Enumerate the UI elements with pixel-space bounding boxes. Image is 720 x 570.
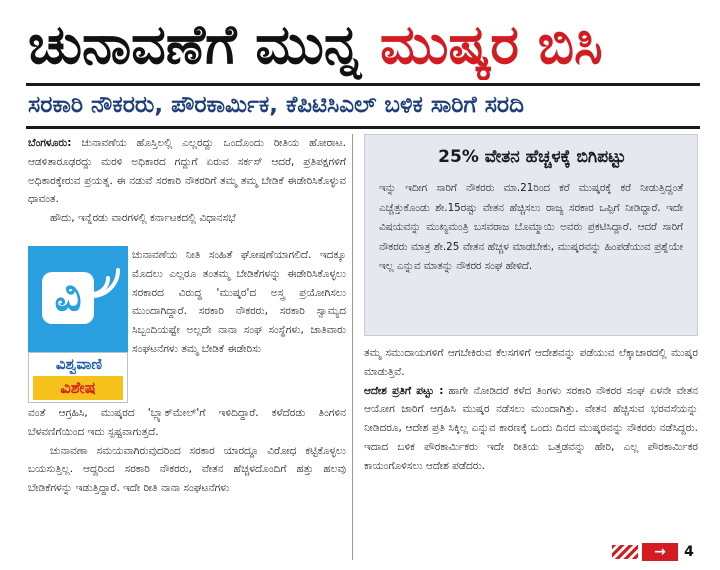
logo-blue-block: [28, 246, 128, 352]
sidebox-body: ಇನ್ನು ಇದೀಗ ಸಾರಿಗೆ ನೌಕರರು ಮಾ.21ರಿಂದ ಕರೆ ಮುಷ್ಕರಕ್ಕೆ ಕರೆ ನೀಡುತ್ತಿದ್ದಂತೆ ಎಚ್ಚೆತ್ತುಕೊಂಡು ಶೇ.15ರಷ್ಟು ವೇತನ ಹೆಚ್ಚಿಸಲು ರಾಜ್ಯ ಸರಕಾರ ಒಪ್ಪಿಗೆ ನೀಡಿದ್ದಾರೆ. ಇದೇ ವಿಷಯವನ್ನು ಮುಖ್ಯಮಂತ್ರಿ ಬಸವರಾಜ ಬೊಮ್ಮಾಯಿ ಅವರು ಪ್ರಕಟಿಸಿದ್ದಾರೆ. ಆದರೆ ಸಾರಿಗೆ ನೌಕರರು ಮಾತ್ರ ಶೇ.25 ವೇತನ ಹೆಚ್ಚಳ ಮಾಡಬೇಕು, ಮುಷ್ಕರವನ್ನು ಹಿಂಪಡೆಯುವ ಪ್ರಶ್ನೆಯೇ ಇಲ್ಲ ಎನ್ನುವ ಮಾತನ್ನು ನೌಕರರ ಸಂಘ ಹೇಳಿದೆ.: [379, 182, 683, 273]
logo-letter: ವಿ: [54, 271, 82, 320]
article-paragraph-5-text: ಹಾಗೇ ನೋಡಿದರೆ ಕಳೆದ ತಿಂಗಳು ಸರಕಾರಿ ನೌಕರರ ಸಂಘ ಏಳನೇ ವೇತನ ಆಯೋಗ ಜಾರಿಗೆ ಆಗ್ರಹಿಸಿ ಮುಷ್ಕರ ನಡೆಸಲು ಮುಂದಾಗಿತ್ತು. ವೇತನ ಹೆಚ್ಚಿಸುವ ಭರವಸೆಯನ್ನು ನೀಡಿದರೂ, ಆದೇಶ ಪ್ರತಿ ಸಿಕ್ಕಿಲ್ಲ ಎನ್ನುವ ಕಾರಣಕ್ಕೆ ಒಂದು ದಿನದ ಮುಷ್ಕರವನ್ನು ನೌಕರರು ನಡೆಸಿದ್ದರು. ಇದಾದ ಬಳಿಕ ಪೌರಕಾರ್ಮಿಕರು ಇದೇ ರೀತಿಯ ಒತ್ತಡವನ್ನು ಹೇರಿ, ಎಲ್ಲ ಪೌರಕಾರ್ಮಿಕರ ಕಾಯಂಗೊಳಿಸಲು ಆದೇಶ ಪಡೆದರು.: [364, 384, 698, 472]
article-column-right: [364, 344, 698, 476]
continue-arrow-icon: →: [642, 543, 678, 561]
headline-part-2: ಮುಷ್ಕರ ಬಿಸಿ: [379, 13, 603, 76]
sidebox: [364, 134, 698, 336]
wifi-signal-icon: [88, 258, 126, 300]
subhead-order-copy: ಆದೇಶ ಪ್ರತಿಗೆ ಪಟ್ಟು :: [364, 384, 444, 397]
logo-brand-name: ವಿಶ್ವವಾಣಿ: [55, 355, 103, 373]
article-paragraph-2-end: ವಂತೆ ಆಗ್ರಹಿಸಿ, ಮುಷ್ಕರದ 'ಬ್ಲ್ಯಾಕ್‌ಮೇಲ್'ಗೆ ಇಳಿದಿದ್ದಾರೆ. ಕಳೆದೆರಡು ತಿಂಗಳಿನ ಬೆಳವಣಿಗೆಯಿಂದ ಇದು ಸ್ಪಷ್ಟವಾಗುತ್ತದೆ.: [28, 407, 346, 438]
corner-stripe: [612, 545, 638, 559]
article-paragraph-1-text: ಚುನಾವಣೆಯ ಹೊಸ್ತಿಲಲ್ಲಿ ಎಲ್ಲರದ್ದು ಒಂದೊಂದು ರೀತಿಯ ಹೋರಾಟ. ಆಡಳಿತಾರೂಢರದ್ದು ಮರಳಿ ಅಧಿಕಾರದ ಗದ್ದುಗೆ ಏರುವ ಸರ್ಕಸ್ ಆದರೆ, ಪ್ರತಿಪಕ್ಷಗಳಿಗೆ ಅಧಿಕಾರಕ್ಕೇರುವ ಪ್ರಯತ್ನ. ಈ ನಡುವೆ ಸರಕಾರಿ ನೌಕರರಿಗೆ ತಮ್ಮ ತಮ್ಮ ಬೇಡಿಕೆ ಈಡೇರಿಸಿಕೊಳ್ಳುವ ಧಾವಂತ.: [28, 137, 346, 206]
sidebox-title: 25% ವೇತನ ಹೆಚ್ಚಳಕ್ಕೆ ಬಿಗಿಪಟ್ಟು: [438, 147, 626, 167]
article-paragraph-2-middle: ಚುನಾವಣೆಯ ನೀತಿ ಸಂಹಿತೆ ಘೋಷಣೆಯಾಗಲಿದೆ. ಇದಕ್ಕೂ ಮೊದಲು ಎಲ್ಲರೂ ತಂತಮ್ಮ ಬೇಡಿಕೆಗಳನ್ನು ಈಡೇರಿಸಿಕೊಳ್ಳಲು ಸರಕಾರದ ವಿರುದ್ಧ 'ಮುಷ್ಕರ'ದ ಅಸ್ತ್ರ ಪ್ರಯೋಗಿಸಲು ಮುಂದಾಗಿದ್ದಾರೆ. ಸರಕಾರಿ ನೌಕರರು, ಸರಕಾರಿ ಸ್ವಾಮ್ಯದ ಸಿಬ್ಬಂದಿಯಷ್ಟೇ ಅಲ್ಲದೇ ನಾನಾ ಸಂಘ ಸಂಸ್ಥೆಗಳು, ಜಾತಿವಾರು ಸಂಘಟನೆಗಳು ತಮ್ಮ ಬೇಡಿಕೆ ಈಡೇರಿಸು: [132, 249, 346, 355]
article-paragraph-4: ತಮ್ಮ ಸಮುದಾಯಗಳಿಗೆ ಆಗಬೇಕಿರುವ ಕೆಲಸಗಳಿಗೆ ಆದೇಶವನ್ನು ಪಡೆಯುವ ಲೆಕ್ಕಾಚಾರದಲ್ಲಿ ಮುಷ್ಕರ ಮಾಡುತ್ತಿವೆ.: [364, 347, 698, 378]
vishwavani-logo: [28, 246, 128, 403]
dateline: ಬೆಂಗಳೂರು:: [28, 137, 72, 149]
subheadline: ಸರಕಾರಿ ನೌಕರರು, ಪೌರಕಾರ್ಮಿಕ, ಕೆಪಿಟಿಸಿಎಲ್ ಬಳಿಕ ಸಾರಿಗೆ ಸರದಿ: [28, 92, 524, 118]
article-paragraph-5: [364, 382, 698, 476]
article-column-left-top: [28, 134, 346, 228]
article-column-left-wrap: [132, 246, 346, 359]
logo-label-block: [28, 352, 128, 403]
article-paragraph-2-start: ಹೌದು, ಇನ್ನೆರಡು ವಾರಗಳಲ್ಲಿ ಕರ್ನಾಟಕದಲ್ಲಿ ವಿಧಾನಸಭೆ: [50, 212, 236, 225]
article-paragraph-1: [28, 134, 346, 209]
page-number: 4: [684, 544, 694, 560]
article-column-left-bottom: [28, 404, 346, 498]
article-paragraph-3: ಚುನಾವಣಾ ಸಮಯವಾಗಿರುವುದರಿಂದ ಸರಕಾರ ಯಾರದ್ದೂ ವಿರೋಧ ಕಟ್ಟಿಕೊಳ್ಳಲು ಬಯಸುತ್ತಿಲ್ಲ. ಆದ್ದರಿಂದ ಸರಕಾರಿ ನೌಕರರು, ವೇತನ ಹೆಚ್ಚಳದೊಂದಿಗೆ ಹತ್ತು ಹಲವು ಬೇಡಿಕೆಗಳನ್ನು ಇಡುತ್ತಿದ್ದಾರೆ. ಇದೇ ರೀತಿ ನಾನಾ ಸಂಘಟನೆಗಳು: [28, 444, 346, 495]
headline-rule: [26, 83, 700, 86]
headline-part-1: ಚುನಾವಣೆಗೆ ಮುನ್ನ: [28, 13, 362, 76]
logo-special-tag: ವಿಶೇಷ: [33, 376, 123, 400]
column-divider: [352, 134, 353, 560]
headline: [28, 10, 698, 80]
page-corner: [642, 543, 698, 561]
subheadline-rule: [26, 126, 700, 129]
